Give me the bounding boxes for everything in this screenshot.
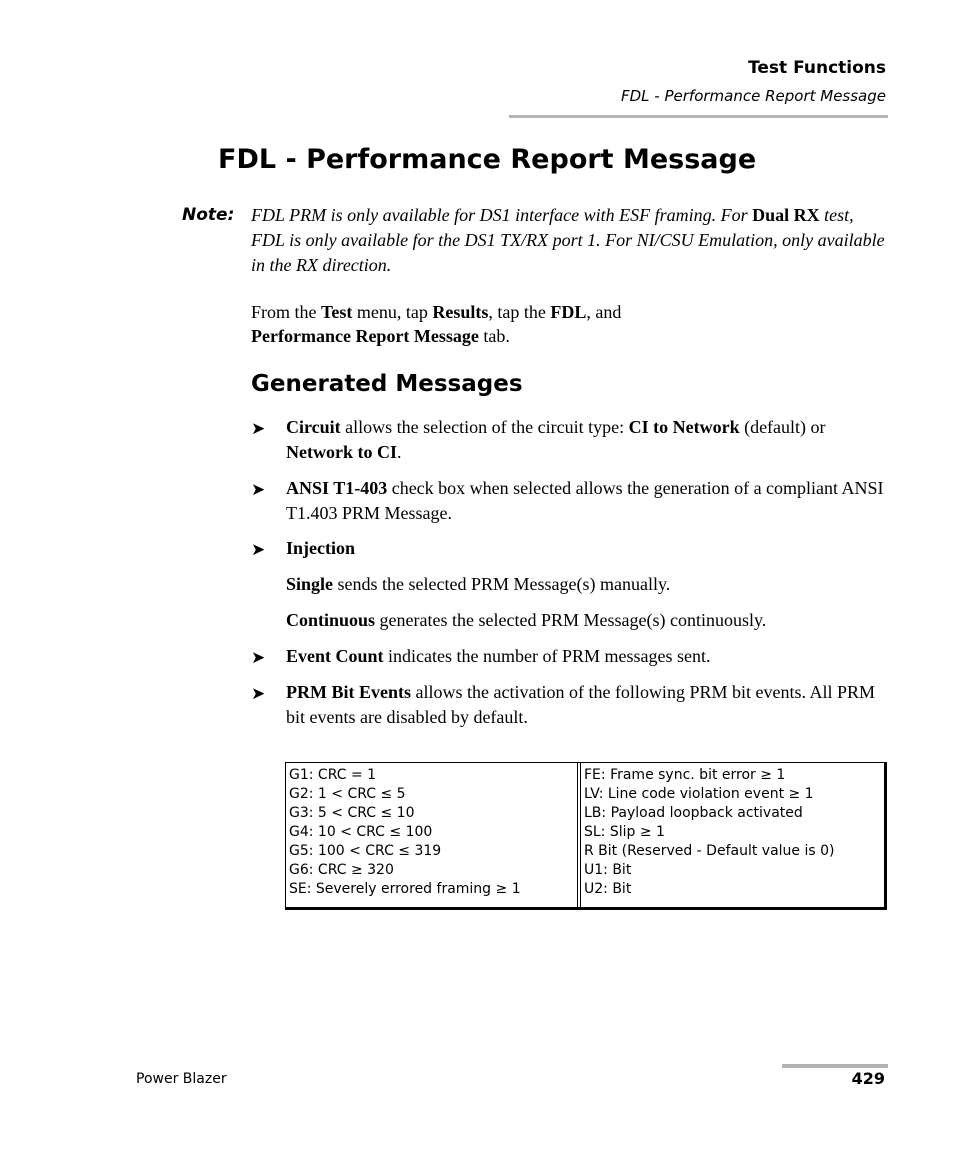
list-item-circuit: Circuit allows the selection of the circuit type: CI to Network (default) or Network to CI. bbox=[286, 417, 826, 462]
bit-event-g4: G4: 10 < CRC ≤ 100 bbox=[289, 824, 433, 840]
bit-event-se: SE: Severely errored framing ≥ 1 bbox=[289, 881, 521, 897]
bit-event-g5: G5: 100 < CRC ≤ 319 bbox=[289, 843, 442, 859]
page-number: 429 bbox=[851, 1069, 885, 1088]
running-header-section: Test Functions bbox=[748, 58, 886, 78]
bit-event-g6: G6: CRC ≥ 320 bbox=[289, 862, 394, 878]
bit-event-g1: G1: CRC = 1 bbox=[289, 767, 377, 783]
bit-event-g3: G3: 5 < CRC ≤ 10 bbox=[289, 805, 415, 821]
page-title: FDL - Performance Report Message bbox=[218, 144, 757, 175]
table-cell-right bbox=[581, 763, 884, 907]
table-cell-left bbox=[286, 763, 581, 907]
bullet-arrow-icon: ➤ bbox=[251, 540, 266, 559]
injection-single: Single sends the selected PRM Message(s) manually. bbox=[286, 574, 671, 594]
list-item-prm-bit-events: PRM Bit Events allows the activation of the following PRM bit events. All PRM bit events are disabled by default. bbox=[286, 682, 875, 727]
footer-divider bbox=[782, 1064, 888, 1068]
bullet-arrow-icon: ➤ bbox=[251, 684, 266, 703]
bit-event-r: R Bit (Reserved - Default value is 0) bbox=[584, 843, 835, 859]
bit-event-g2: G2: 1 < CRC ≤ 5 bbox=[289, 786, 406, 802]
bullet-arrow-icon: ➤ bbox=[251, 480, 266, 499]
note-label: Note: bbox=[182, 205, 235, 225]
bullet-arrow-icon: ➤ bbox=[251, 419, 266, 438]
bit-event-fe: FE: Frame sync. bit error ≥ 1 bbox=[584, 767, 786, 783]
bit-event-lv: LV: Line code violation event ≥ 1 bbox=[584, 786, 814, 802]
bullet-arrow-icon: ➤ bbox=[251, 648, 266, 667]
list-item-event-count: Event Count indicates the number of PRM messages sent. bbox=[286, 646, 711, 666]
section-heading: Generated Messages bbox=[251, 371, 523, 397]
note-text: FDL PRM is only available for DS1 interface with ESF framing. For Dual RX test, FDL is only available for the DS1 TX/RX port 1. For NI/CSU Emulation, only available in the RX direction. bbox=[251, 205, 885, 275]
running-header-subsection: FDL - Performance Report Message bbox=[620, 87, 886, 105]
list-item-ansi: ANSI T1-403 check box when selected allows the generation of a compliant ANSI T1.403 PRM Message. bbox=[286, 478, 884, 523]
injection-continuous: Continuous generates the selected PRM Message(s) continuously. bbox=[286, 610, 767, 630]
intro-paragraph: From the Test menu, tap Results, tap the FDL, and Performance Report Message tab. bbox=[251, 302, 622, 346]
bit-event-lb: LB: Payload loopback activated bbox=[584, 805, 803, 821]
prm-bit-events-table bbox=[285, 762, 887, 910]
bit-event-u1: U1: Bit bbox=[584, 862, 632, 878]
header-divider bbox=[509, 115, 888, 118]
list-item-injection: Injection bbox=[286, 538, 355, 558]
bit-event-sl: SL: Slip ≥ 1 bbox=[584, 824, 665, 840]
bit-event-u2: U2: Bit bbox=[584, 881, 632, 897]
table-row bbox=[286, 763, 884, 907]
footer-product: Power Blazer bbox=[136, 1071, 227, 1087]
